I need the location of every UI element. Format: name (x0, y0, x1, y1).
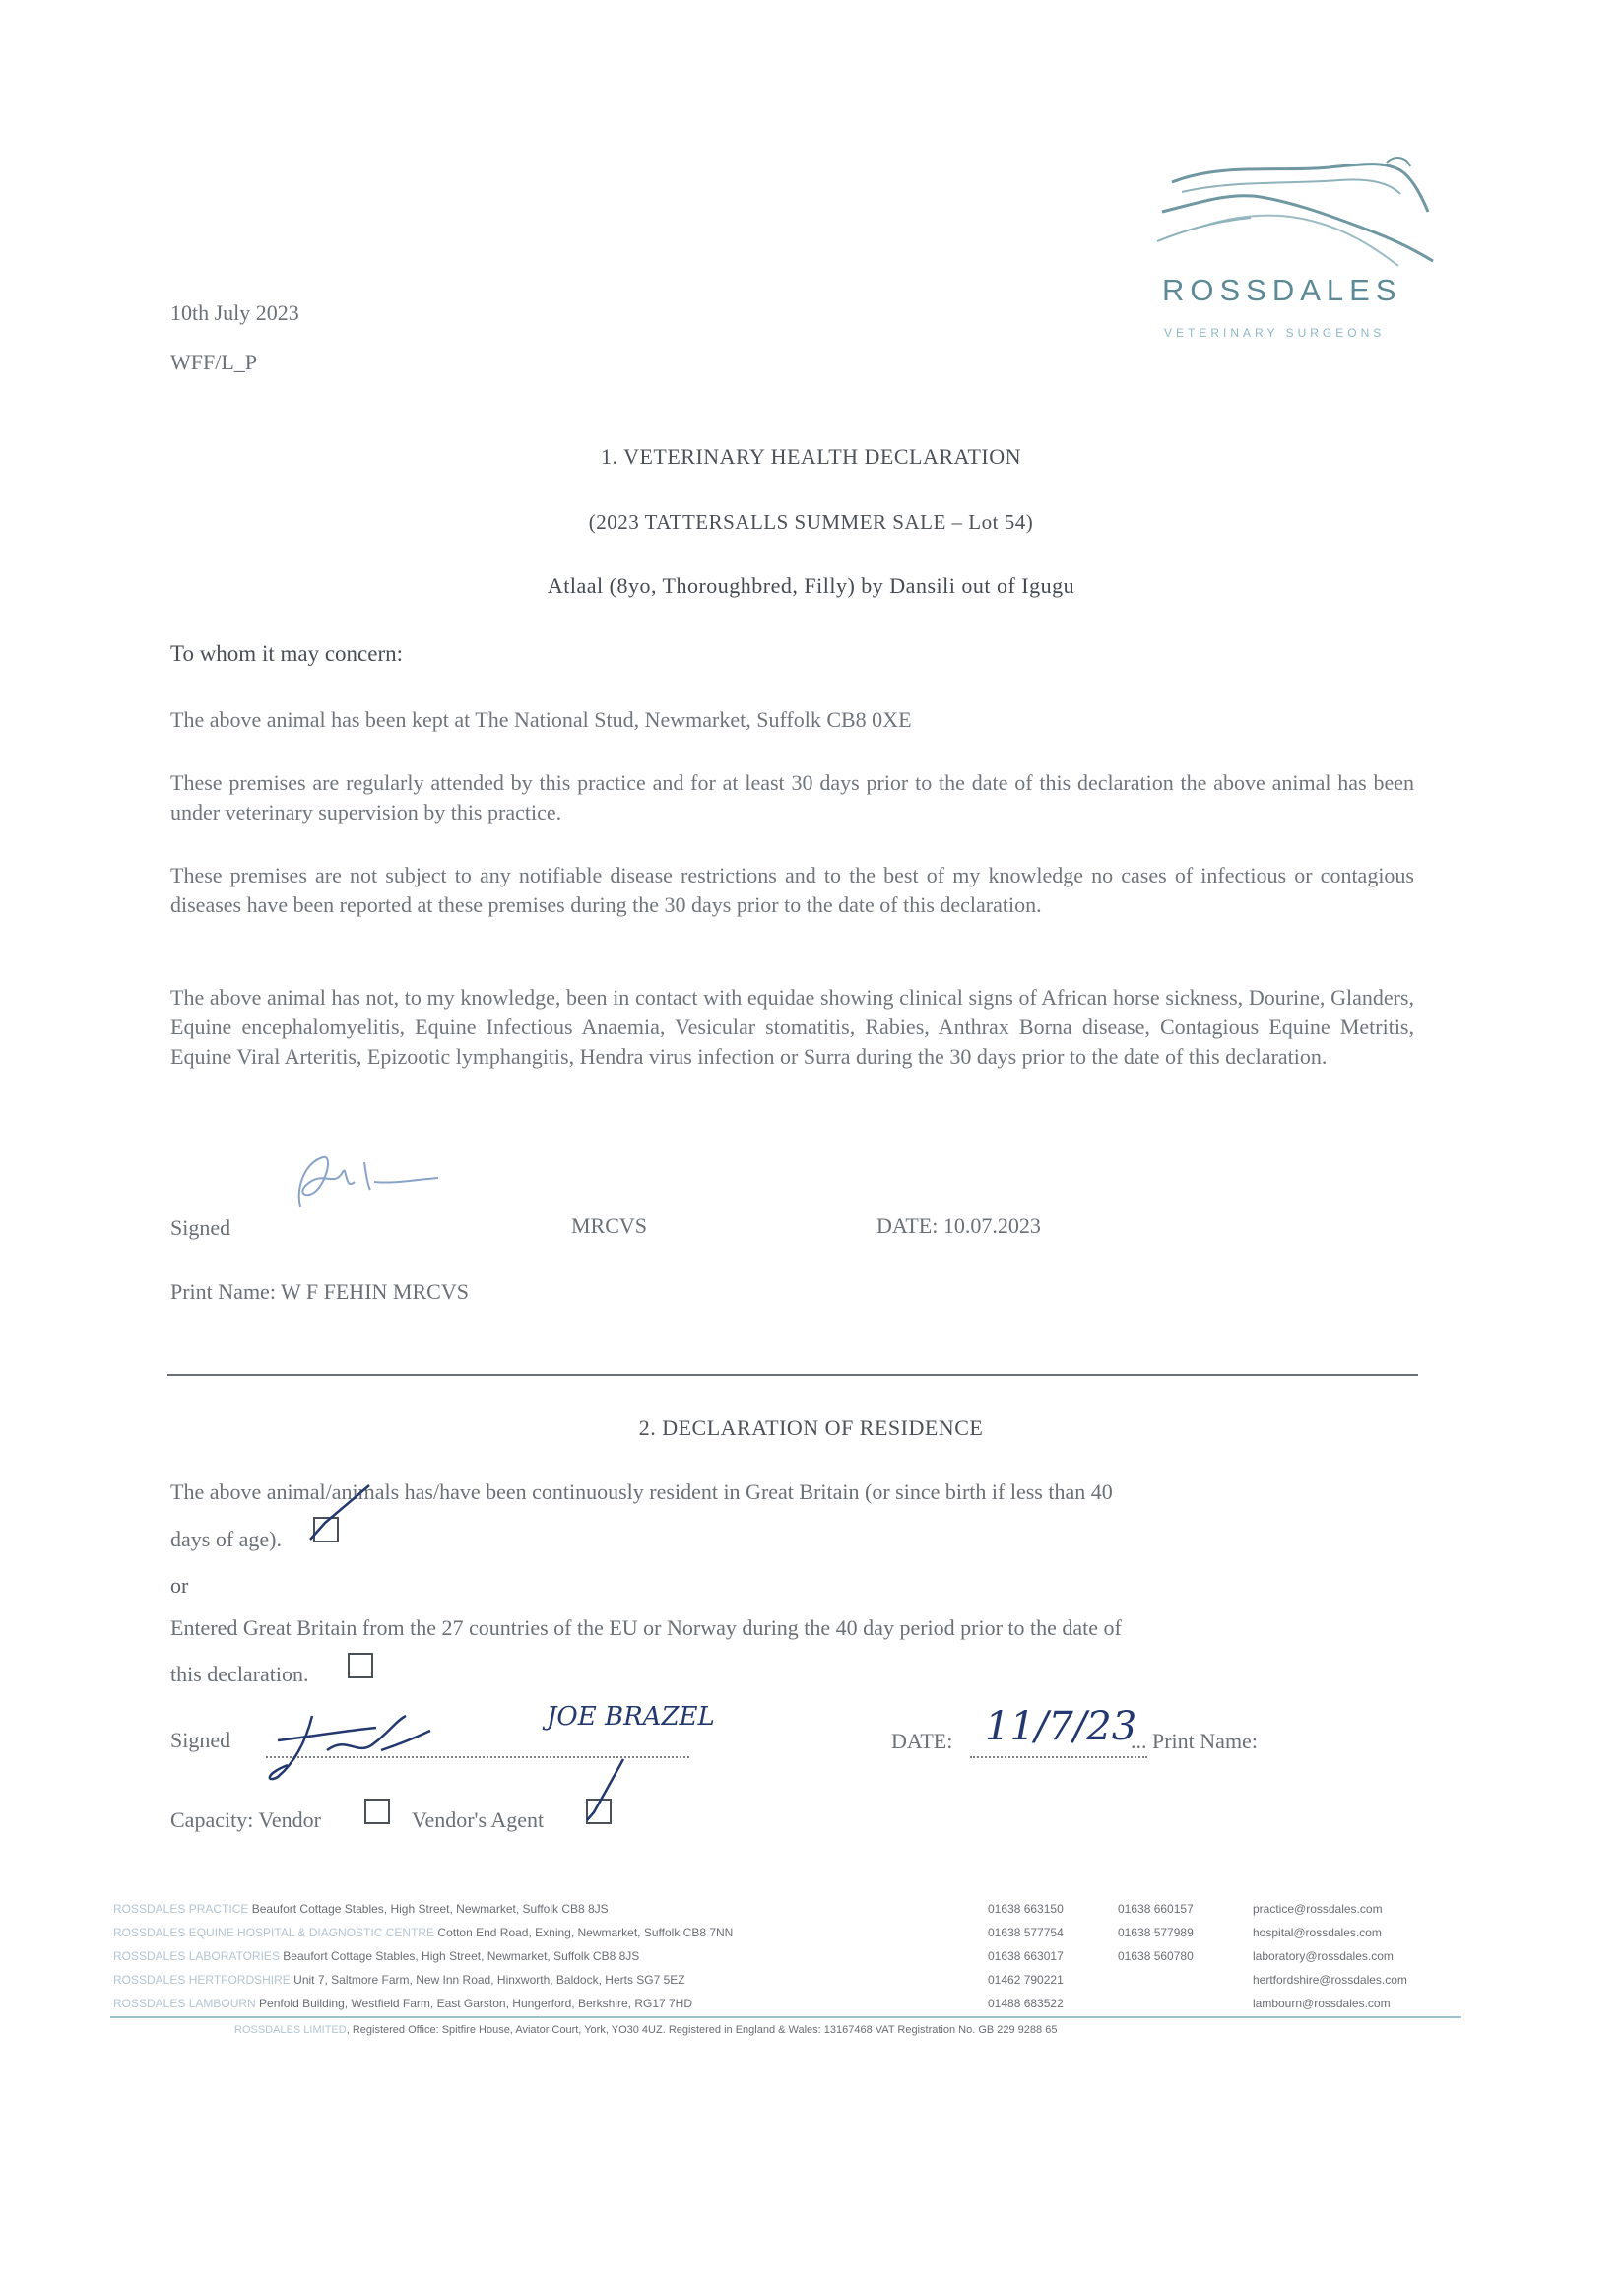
letter-reference: WFF/L_P (170, 350, 258, 374)
vendor-agent-label: Vendor's Agent (412, 1807, 545, 1832)
footer-tel-practice: 01638 663150 (988, 1902, 1064, 1916)
entered-checkbox[interactable] (348, 1653, 373, 1678)
vet-signature (276, 1143, 443, 1221)
signature-name: JOE BRAZEL (547, 1702, 715, 1732)
horse-logo-icon (1142, 153, 1438, 281)
company-tagline: VETERINARY SURGEONS (1164, 326, 1386, 340)
residence-option1-line2: days of age). (170, 1527, 283, 1551)
check-mark-icon (295, 1476, 384, 1544)
section1-date: DATE: 10.07.2023 (876, 1214, 1041, 1238)
footer-tel-lambourn: 01488 683522 (988, 1997, 1064, 2010)
residence-option2-line2: this declaration. (170, 1662, 309, 1686)
agent-check-mark-icon (579, 1751, 638, 1830)
or-separator: or (170, 1573, 189, 1598)
paragraph-kept-at: The above animal has been kept at The National Stud, Newmarket, Suffolk CB8 0XE (170, 707, 912, 732)
footer-fax-laboratories: 01638 560780 (1118, 1949, 1194, 1963)
footer-rule (110, 2016, 1461, 2018)
paragraph-no-contact: The above animal has not, to my knowledge, been in contact with equidae showing clinical signs of African horse sickness, Dourine, Glanders, Equine encephalomyelitis, Equine Infectious Anaemia, Vesicular stomatitis, Rabies, Anthrax Borna disease, Contagious Equine Metritis, Equine Viral Arteritis, Epizootic lymphangitis, Hendra virus infection or Surra during the 30 days prior to the date of this declaration. (170, 985, 1414, 1069)
footer-fax-hospital: 01638 577989 (1118, 1926, 1194, 1939)
footer-tel-hertfordshire: 01462 790221 (988, 1973, 1064, 1987)
salutation: To whom it may concern: (170, 641, 403, 666)
rossdales-logo (1142, 153, 1438, 350)
company-name: ROSSDALES (1162, 273, 1402, 307)
footer-tel-laboratories: 01638 663017 (988, 1949, 1064, 1963)
footer-tel-hospital: 01638 577754 (988, 1926, 1064, 1939)
footer-email-laboratories[interactable]: laboratory@rossdales.com (1253, 1949, 1394, 1963)
section-divider (167, 1374, 1418, 1376)
sale-heading: (2023 TATTERSALLS SUMMER SALE – Lot 54) (588, 510, 1034, 534)
animal-heading: Atlaal (8yo, Thoroughbred, Filly) by Dansili out of Igugu (547, 573, 1075, 598)
footer-row-lambourn: ROSSDALES LAMBOURN Penfold Building, Westfield Farm, East Garston, Hungerford, Berkshire, RG17 7HD (113, 1997, 693, 2010)
footer-email-practice[interactable]: practice@rossdales.com (1253, 1902, 1383, 1916)
handwritten-date: 11/7/23 (985, 1704, 1137, 1749)
paragraph-no-restrictions: These premises are not subject to any notifiable disease restrictions and to the best of my knowledge no cases of infectious or contagious diseases have been reported at these premises during the 30 days prior to the date of this declaration. (170, 863, 1414, 917)
footer-email-hertfordshire[interactable]: hertfordshire@rossdales.com (1253, 1973, 1407, 1987)
vendor-checkbox[interactable] (364, 1799, 390, 1824)
footer-email-lambourn[interactable]: lambourn@rossdales.com (1253, 1997, 1391, 2010)
footer-row-practice: ROSSDALES PRACTICE Beaufort Cottage Stables, High Street, Newmarket, Suffolk CB8 8JS (113, 1902, 609, 1916)
footer-row-laboratories: ROSSDALES LABORATORIES Beaufort Cottage Stables, High Street, Newmarket, Suffolk CB8 8JS (113, 1949, 640, 1963)
footer-row-hospital: ROSSDALES EQUINE HOSPITAL & DIAGNOSTIC CENTRE Cotton End Road, Exning, Newmarket, Suffolk CB8 7NN (113, 1926, 734, 1939)
footer-row-hertfordshire: ROSSDALES HERTFORDSHIRE Unit 7, Saltmore Farm, New Inn Road, Hinxworth, Baldock, Herts SG7 5EZ (113, 1973, 685, 1987)
section2-heading: 2. DECLARATION OF RESIDENCE (638, 1415, 984, 1440)
date-dotted-line (970, 1756, 1147, 1758)
vendor-signature (258, 1706, 485, 1785)
residence-option1-line1: The above animal/animals has/have been continuously resident in Great Britain (or since birth if less than 40 (170, 1479, 1113, 1504)
section1-print-name: Print Name: W F FEHIN MRCVS (170, 1279, 469, 1304)
section1-signed-label: Signed (170, 1215, 231, 1240)
section2-signed-label: Signed (170, 1728, 231, 1752)
section2-print-name-label: ... Print Name: (1131, 1729, 1258, 1753)
qualification: MRCVS (571, 1214, 648, 1238)
capacity-vendor-label: Capacity: Vendor (170, 1807, 321, 1832)
section2-date-label: DATE: (891, 1729, 953, 1753)
footer-registered-office: ROSSDALES LIMITED, Registered Office: Spitfire House, Aviator Court, York, YO30 4UZ. Registered in England & Wales: 13167468 VAT Registration No. GB 229 9288 65 (234, 2024, 1058, 2036)
footer-email-hospital[interactable]: hospital@rossdales.com (1253, 1926, 1382, 1939)
residence-option2-line1: Entered Great Britain from the 27 countries of the EU or Norway during the 40 day period prior to the date of (170, 1615, 1122, 1640)
letter-date: 10th July 2023 (170, 300, 299, 325)
paragraph-supervision: These premises are regularly attended by this practice and for at least 30 days prior to the date of this declaration the above animal has been under veterinary supervision by this practice. (170, 770, 1414, 824)
section1-heading: 1. VETERINARY HEALTH DECLARATION (600, 444, 1022, 469)
footer-fax-practice: 01638 660157 (1118, 1902, 1194, 1916)
